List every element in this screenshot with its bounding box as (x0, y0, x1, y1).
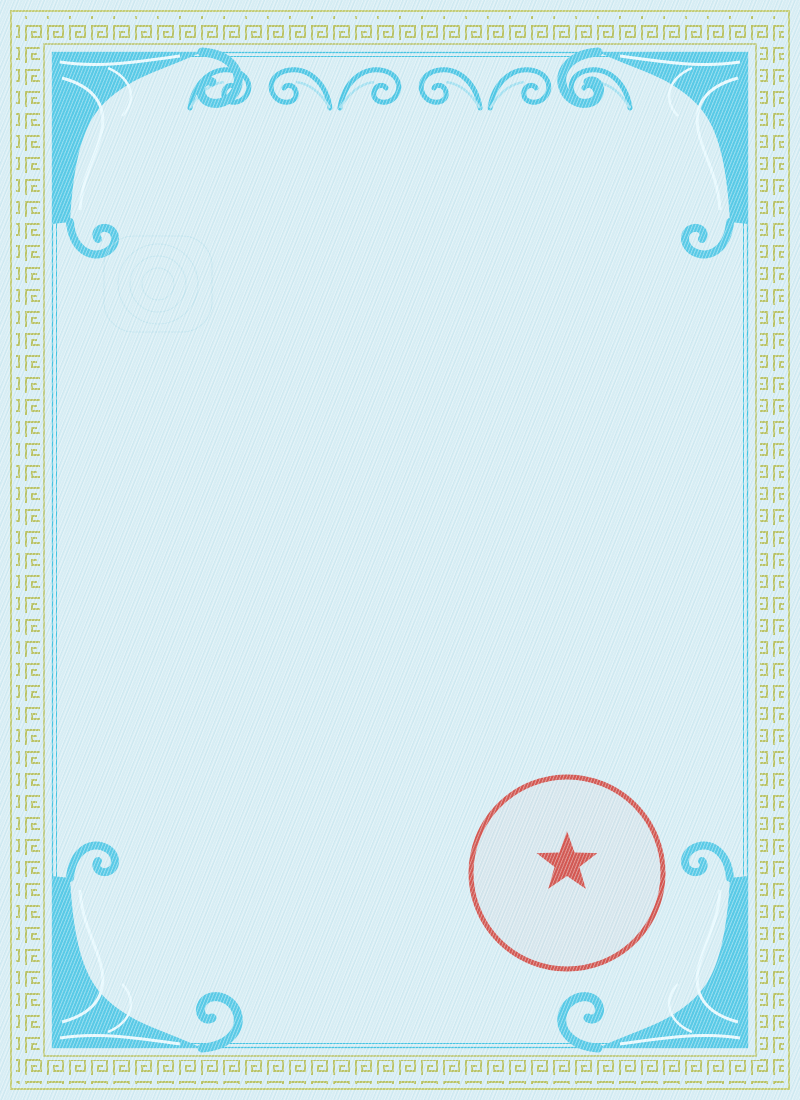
field-row-rights-scope (98, 614, 246, 637)
official-seal (452, 758, 682, 988)
field-row-first-publish-date (98, 516, 246, 539)
field-row-dev-complete-date (98, 464, 246, 487)
field-list (98, 276, 720, 706)
serial-number-line (128, 952, 138, 977)
barcode (155, 801, 275, 847)
qr-code (160, 864, 222, 926)
field-row-copyright-owner (98, 372, 246, 395)
field-row-software-name (98, 284, 246, 307)
field-row-registration-number (98, 664, 246, 687)
field-row-rights-acquisition (98, 564, 246, 587)
